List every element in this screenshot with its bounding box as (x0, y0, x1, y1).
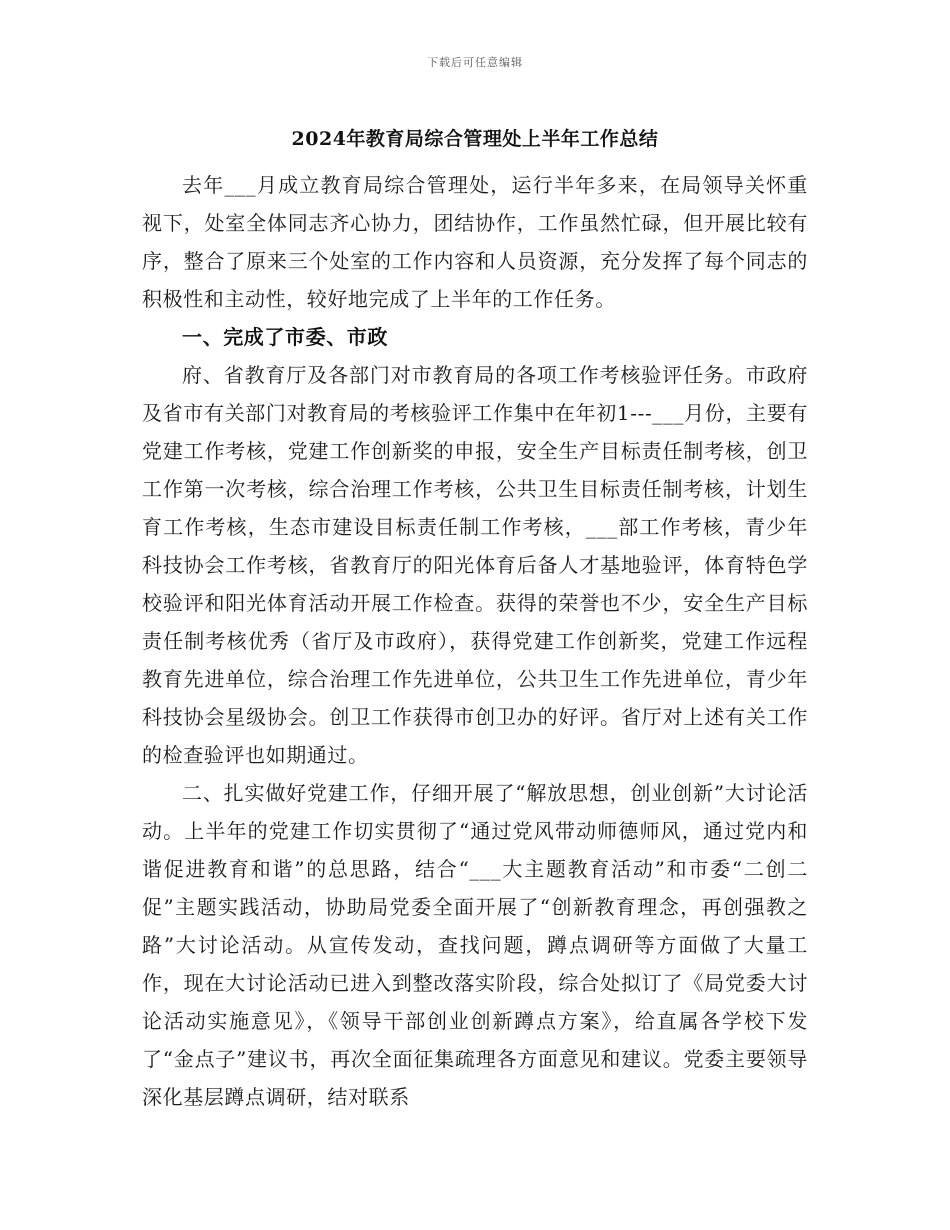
section-1-heading: 一、完成了市委、市政 (182, 325, 388, 349)
section-1-paragraph: 府、省教育厅及各部门对市教育局的各项工作考核验评任务。市政府及省市有关部门对教育局的考核验评工作集中在年初1---___月份，主要有党建工作考核，党建工作创新奖的申报，安全生产目标责任制考核，创卫工作第一次考核，综合治理工作考核，公共卫生目标责任制考核，计划生育工作考核，生态市建设目标责任制工作考核，___部工作考核，青少年科技协会工作考核，省教育厅的阳光体育后备人才基地验评，体育特色学校验评和阳光体育活动开展工作检查。获得的荣誉也不少，安全生产目标责任制考核优秀（省厅及市政府），获得党建工作创新奖，党建工作远程教育先进单位，综合治理工作先进单位，公共卫生工作先进单位，青少年科技协会星级协会。创卫工作获得市创卫办的好评。省厅对上述有关工作的检查验评也如期通过。 (142, 363, 808, 767)
section-2-paragraph: 二、扎实做好党建工作，仔细开展了“解放思想，创业创新”大讨论活动。上半年的党建工作切实贯彻了“通过党风带动师德师风，通过党内和谐促进教育和谐”的总思路，结合“___大主题教育活动”和市委“二创二促”主题实践活动，协助局党委全面开展了“创新教育理念，再创强教之路”大讨论活动。从宣传发动，查找问题，蹲点调研等方面做了大量工作，现在大讨论活动已进入到整改落实阶段，综合处拟订了《局党委大讨论活动实施意见》，《领导干部创业创新蹲点方案》，给直属各学校下发了“金点子”建议书，再次全面征集疏理各方面意见和建议。党委主要领导深化基层蹲点调研，结对联系 (142, 781, 808, 1109)
header-note: 下载后可任意编辑 (427, 56, 523, 69)
document-title: 2024年教育局综合管理处上半年工作总结 (291, 128, 659, 150)
intro-paragraph: 去年___月成立教育局综合管理处，运行半年多来，在局领导关怀重视下，处室全体同志齐心协力，团结协作，工作虽然忙碌，但开展比较有序，整合了原来三个处室的工作内容和人员资源，充分发挥了每个同志的积极性和主动性，较好地完成了上半年的工作任务。 (142, 173, 808, 311)
document-body (142, 166, 808, 1116)
